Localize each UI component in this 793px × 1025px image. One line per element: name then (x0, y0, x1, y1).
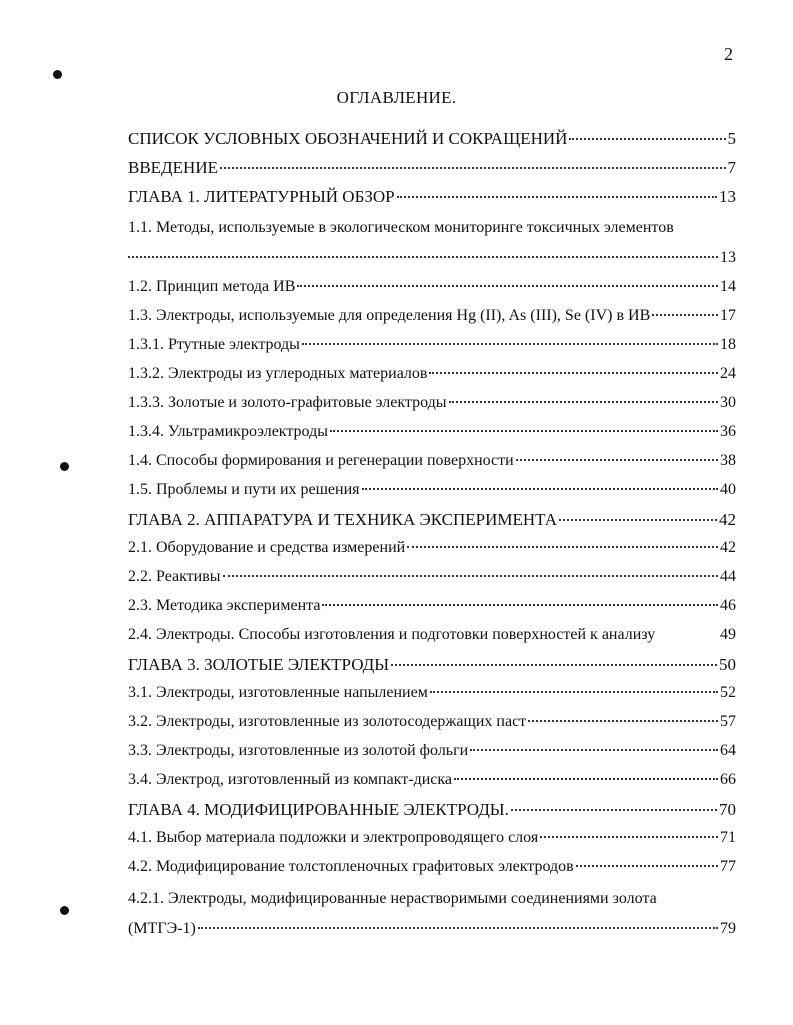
toc-row[interactable] (128, 278, 736, 304)
toc-label: 1.3.3. Золотые и золото-графитовые электроды (128, 394, 447, 411)
toc-page: 42 (720, 539, 736, 556)
leader-dots (511, 809, 717, 811)
leader-dots (576, 865, 718, 867)
toc-label: 3.3. Электроды, изготовленные из золотой фольги (128, 742, 469, 759)
toc-page: 17 (720, 307, 736, 324)
leader-dots (330, 430, 718, 432)
toc-label: 1.3. Электроды, используемые для определения Hg (II), As (III), Se (IV) в ИВ (128, 307, 651, 324)
toc-label: 1.2. Принцип метода ИВ (128, 278, 296, 295)
toc-row[interactable] (128, 307, 736, 333)
leader-dots (429, 372, 718, 374)
toc-page: 30 (720, 394, 736, 411)
leader-dots (198, 927, 718, 929)
leader-dots (297, 285, 718, 287)
toc-row[interactable] (128, 568, 736, 594)
toc-page: 40 (720, 481, 736, 498)
leader-dots (362, 488, 718, 490)
leader-dots (430, 691, 718, 693)
toc-row[interactable] (128, 423, 736, 449)
toc-row[interactable] (128, 829, 736, 855)
toc-row[interactable] (128, 771, 736, 797)
toc-label: ГЛАВА 4. МОДИФИЦИРОВАННЫЕ ЭЛЕКТРОДЫ. (128, 800, 509, 819)
toc-page: 5 (727, 129, 736, 148)
toc-row[interactable] (128, 481, 736, 507)
toc-label-wrapped[interactable]: 1.1. Методы, используемые в экологическом мониторинге токсичных элементов (128, 219, 674, 236)
toc-row[interactable] (128, 452, 736, 478)
margin-bullet (60, 462, 69, 471)
toc-label: ГЛАВА 2. АППАРАТУРА И ТЕХНИКА ЭКСПЕРИМЕНТА (128, 510, 558, 529)
leader-dots (407, 546, 718, 548)
toc-row[interactable] (128, 249, 736, 275)
toc-page: 13 (720, 249, 736, 266)
toc-label: 2.4. Электроды. Способы изготовления и подготовки поверхностей к анализу (128, 626, 656, 643)
margin-bullet (60, 906, 69, 915)
toc-label: 1.3.4. Ультрамикроэлектроды (128, 423, 328, 440)
toc-row[interactable] (128, 187, 736, 213)
toc-page: 57 (720, 713, 736, 730)
toc-page: 13 (719, 187, 736, 206)
toc-label: 1.5. Проблемы и пути их решения (128, 481, 360, 498)
toc-row[interactable] (128, 800, 736, 826)
toc-page: 71 (720, 829, 736, 846)
toc-page: 24 (720, 365, 736, 382)
toc-row[interactable] (128, 365, 736, 391)
toc-row[interactable] (128, 510, 736, 536)
toc-label: СПИСОК УСЛОВНЫХ ОБОЗНАЧЕНИЙ И СОКРАЩЕНИЙ (128, 129, 568, 148)
leader-dots (652, 314, 718, 316)
leader-dots (454, 778, 718, 780)
toc-page: 66 (720, 771, 736, 788)
toc-page: 52 (720, 684, 736, 701)
toc-row[interactable] (128, 394, 736, 420)
page-number: 2 (724, 44, 733, 64)
leader-dots (528, 720, 718, 722)
leader-dots (559, 519, 717, 521)
toc-label: 3.4. Электрод, изготовленный из компакт-диска (128, 771, 452, 788)
toc-page: 42 (719, 510, 736, 529)
toc-row[interactable] (128, 626, 736, 652)
toc-label: 1.3.2. Электроды из углеродных материалов (128, 365, 428, 382)
toc-row[interactable] (128, 158, 736, 184)
leader-dots (391, 664, 717, 666)
toc-label: (МТГЭ-1) (128, 920, 196, 937)
toc-page: 36 (720, 423, 736, 440)
margin-bullet (53, 70, 62, 79)
leader-dots (470, 749, 718, 751)
toc-page: 46 (720, 597, 736, 614)
toc-label: 4.1. Выбор материала подложки и электропроводящего слоя (128, 829, 539, 846)
toc-page: 7 (727, 158, 736, 177)
toc-row[interactable] (128, 129, 736, 155)
toc-row[interactable] (128, 713, 736, 739)
toc-row[interactable] (128, 920, 736, 946)
toc-page: 70 (719, 800, 736, 819)
leader-dots (569, 138, 725, 140)
leader-dots (540, 836, 718, 838)
toc-label: 2.1. Оборудование и средства измерений (128, 539, 406, 556)
toc-label: 2.2. Реактивы (128, 568, 221, 585)
toc-page: 44 (720, 568, 736, 585)
toc-page: 77 (720, 858, 736, 875)
toc-label-wrapped[interactable]: 4.2.1. Электроды, модифицированные нерастворимыми соединениями золота (128, 890, 657, 907)
leader-dots (322, 604, 718, 606)
toc-page: 18 (720, 336, 736, 353)
toc-label: ВВЕДЕНИЕ (128, 158, 218, 177)
toc-row[interactable] (128, 684, 736, 710)
toc-row[interactable] (128, 336, 736, 362)
toc-page: 38 (720, 452, 736, 469)
toc-row[interactable] (128, 597, 736, 623)
toc-page: 64 (720, 742, 736, 759)
toc-label: 3.2. Электроды, изготовленные из золотосодержащих паст (128, 713, 527, 730)
toc-label: ГЛАВА 3. ЗОЛОТЫЕ ЭЛЕКТРОДЫ (128, 655, 390, 674)
leader-dots (223, 575, 718, 577)
toc-page: 79 (720, 920, 736, 937)
toc-row[interactable] (128, 655, 736, 681)
toc-label: 4.2. Модифицирование толстопленочных графитовых электродов (128, 858, 574, 875)
leader-dots (397, 196, 717, 198)
toc-label: 2.3. Методика эксперимента (128, 597, 321, 614)
leader-dots (516, 459, 718, 461)
leader-dots (220, 167, 726, 169)
toc-page: 14 (720, 278, 736, 295)
toc-row[interactable] (128, 742, 736, 768)
leader-dots (128, 256, 718, 258)
toc-row[interactable] (128, 858, 736, 884)
toc-label: 3.1. Электроды, изготовленные напылением (128, 684, 428, 701)
page-title: ОГЛАВЛЕНИЕ. (336, 88, 457, 107)
toc-page: 50 (719, 655, 736, 674)
toc-label: 1.3.1. Ртутные электроды (128, 336, 300, 353)
leader-dots (302, 343, 718, 345)
leader-dots (657, 633, 718, 635)
toc-row[interactable] (128, 539, 736, 565)
toc-label: ГЛАВА 1. ЛИТЕРАТУРНЫЙ ОБЗОР (128, 187, 395, 206)
toc-label: 1.4. Способы формирования и регенерации поверхности (128, 452, 514, 469)
toc-page: 49 (720, 626, 736, 643)
leader-dots (449, 401, 718, 403)
